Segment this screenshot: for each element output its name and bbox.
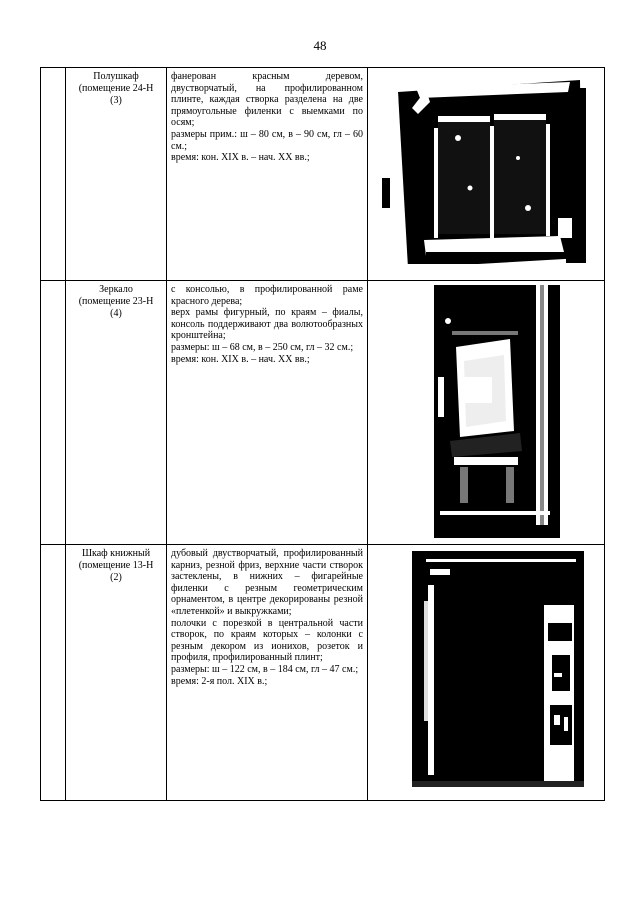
item-name: Шкаф книжный (помещение 13-Н (2) <box>78 548 154 583</box>
inventory-table <box>40 67 605 801</box>
item-name-cell <box>66 281 167 545</box>
row-number-cell <box>41 68 66 281</box>
description-line: верх рамы фигурный, по краям – фиалы, консоль поддерживают два волютообразных кронштейна; <box>171 307 363 342</box>
description-line: фанерован красным деревом, двустворчатый, на профилированном плинте, каждая створка разделена на две прямоугольные филенки с выемками по осям; <box>171 71 363 129</box>
description-line: время: кон. XIX в. – нач. XX вв.; <box>171 152 310 164</box>
item-description <box>167 545 367 687</box>
item-name-cell <box>66 68 167 281</box>
item-photo-cell <box>368 281 605 545</box>
description-line: размеры: ш – 122 см, в – 184 см, гл – 47 см.; <box>171 663 359 675</box>
half-cabinet-image <box>368 80 604 280</box>
description-line: размеры прим.: ш – 80 см, в – 90 см, гл – 60 см.; <box>171 128 363 152</box>
item-photo-cell <box>368 68 605 281</box>
item-photo-cell <box>368 545 605 801</box>
item-description <box>167 68 367 164</box>
description-line: с консолью, в профилированной раме красного дерева; <box>171 284 363 307</box>
description-line: время: 2-я пол. XIX в.; <box>171 675 268 687</box>
item-name: Полушкаф (помещение 24-Н (3) <box>78 71 154 106</box>
description-line: время: кон. XIX в. – нач. XX вв.; <box>171 353 310 365</box>
description-line: размеры: ш – 68 см, в – 250 см, гл – 32 см.; <box>171 341 354 353</box>
bookcase-photo <box>368 545 604 800</box>
item-description <box>167 281 367 365</box>
mirror-image <box>434 285 560 538</box>
table-row <box>41 281 605 545</box>
table-row <box>41 545 605 801</box>
mirror-photo <box>368 281 604 544</box>
table-row <box>41 68 605 281</box>
description-line: дубовый двустворчатый, профилированный карниз, резной фриз, верхние части створок застеклены, в нижних – фигарейные филенки с резным геометрическим орнаментом, в центре декорированы резной «плетенкой» и выкружками; <box>171 548 363 617</box>
half-cabinet-photo <box>368 68 604 280</box>
item-description-cell <box>167 545 368 801</box>
bookcase-image <box>412 551 584 787</box>
item-description-cell <box>167 281 368 545</box>
item-name-cell <box>66 545 167 801</box>
description-line: полочки с порезкой в центральной части створок, по краям которых – колонки с резным декором из ионихов, розеток и профиля, профилированный плинт; <box>171 617 363 664</box>
item-name: Зеркало (помещение 23-Н (4) <box>78 284 154 319</box>
item-description-cell <box>167 68 368 281</box>
row-number-cell <box>41 545 66 801</box>
row-number-cell <box>41 281 66 545</box>
page-number: 48 <box>313 38 327 53</box>
